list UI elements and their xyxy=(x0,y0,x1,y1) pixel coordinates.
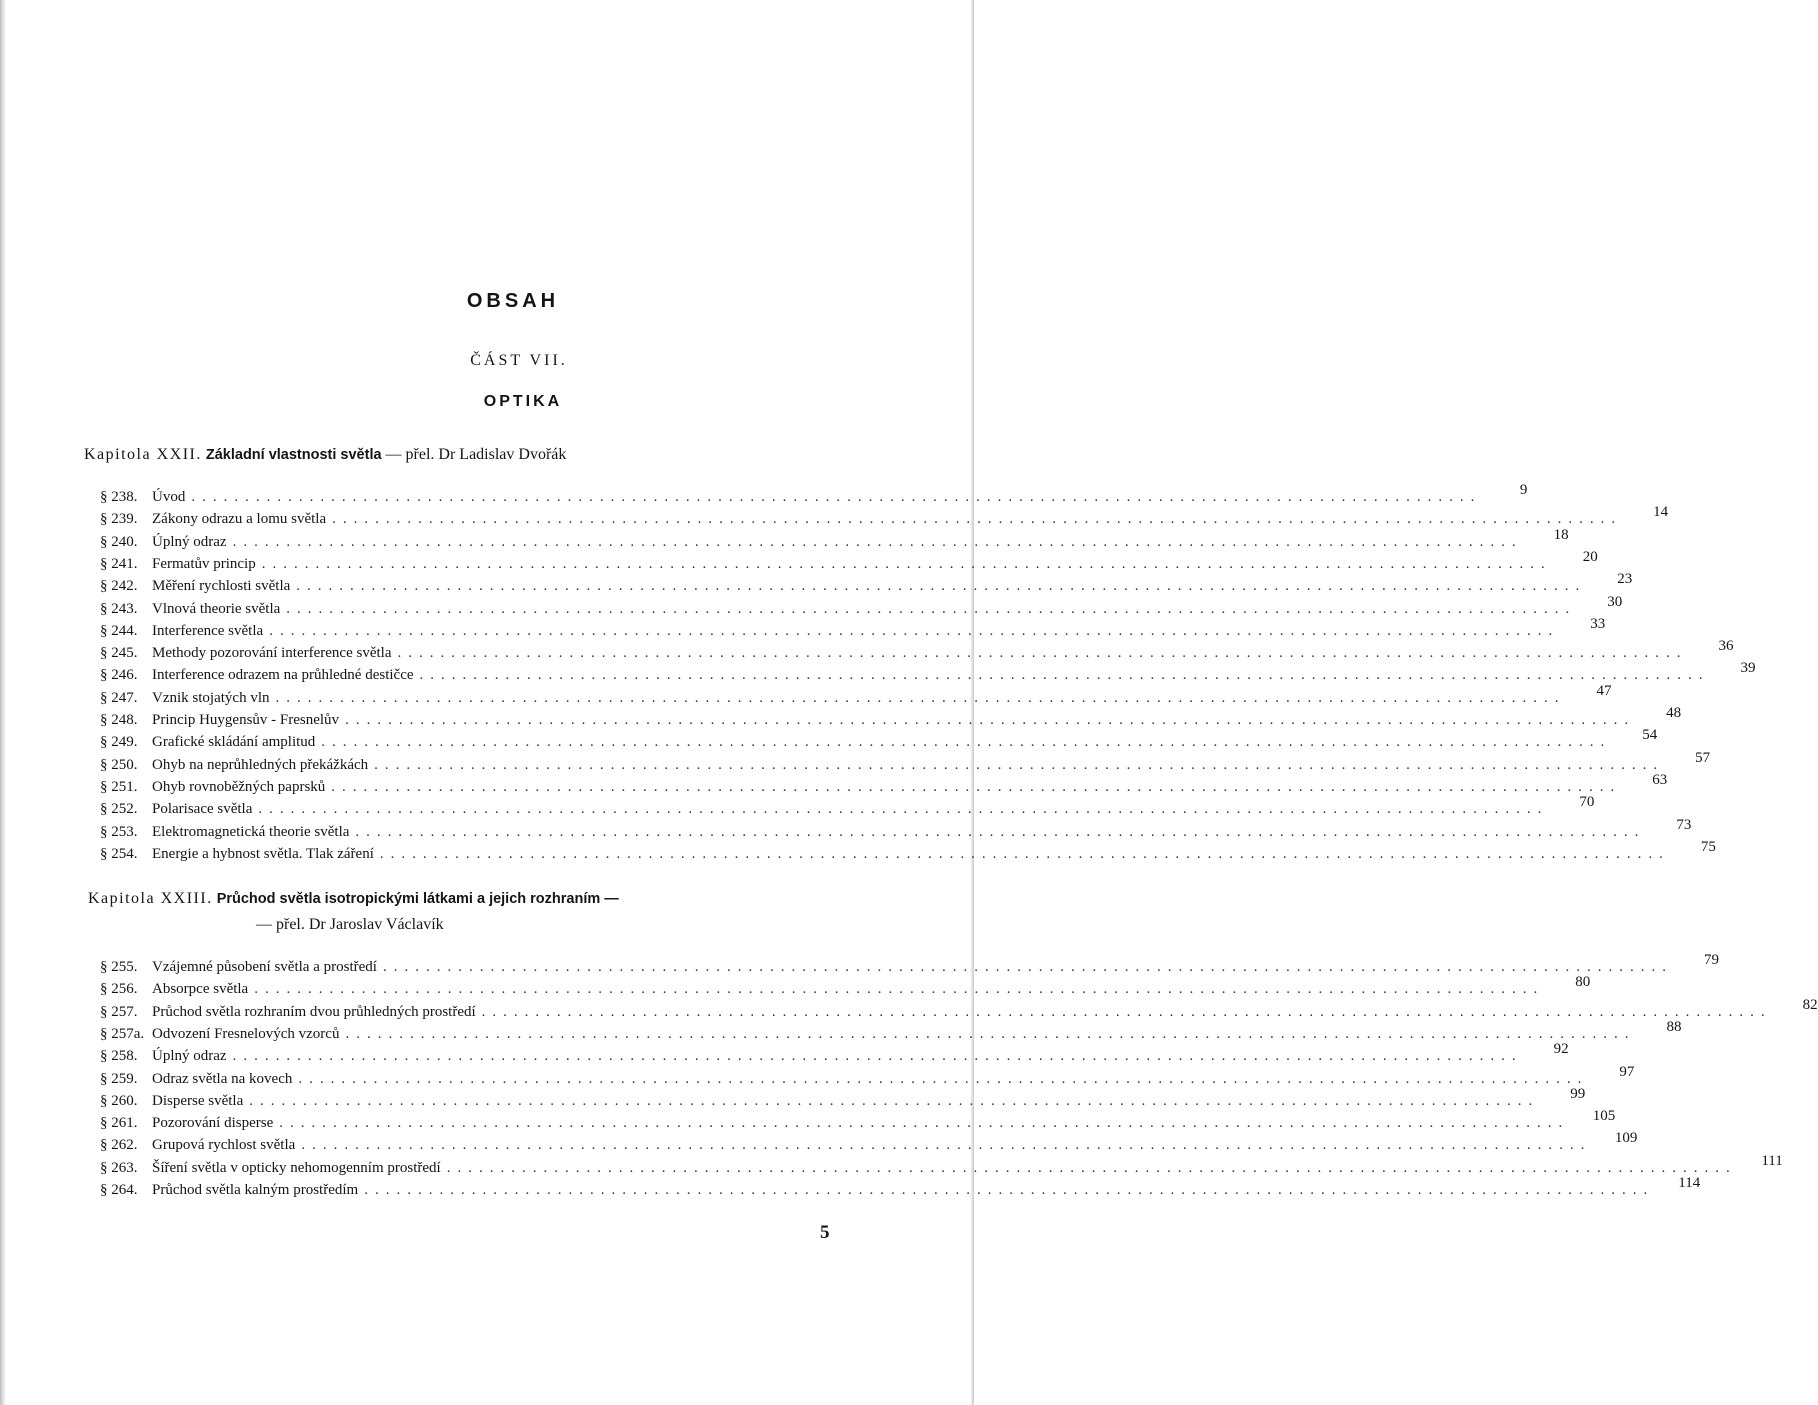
section-title: Elektromagnetická theorie světla xyxy=(152,823,350,840)
page-ref: 75 xyxy=(1700,838,1716,855)
toc-entry xyxy=(100,593,1623,618)
page-number: 5 xyxy=(820,1222,830,1243)
dot-leader: ........................................................................................................................ xyxy=(446,1159,1737,1176)
page-ref: 92 xyxy=(1553,1041,1569,1058)
page-ref: 30 xyxy=(1607,593,1623,610)
toc-entry xyxy=(100,727,1658,751)
toc-entry xyxy=(100,838,1716,863)
section-number: § 249. xyxy=(100,734,138,751)
page-ref: 47 xyxy=(1596,682,1612,699)
section-title: Úplný odraz xyxy=(152,533,227,550)
chapter-title: Základní vlastnosti světla xyxy=(205,447,382,463)
chapter-heading-xxiii xyxy=(88,890,619,908)
toc-entry xyxy=(100,482,1528,506)
section-title: Disperse světla xyxy=(152,1092,244,1109)
chapter-label: Kapitola XXIII. xyxy=(88,890,213,907)
section-number: § 259. xyxy=(100,1070,138,1087)
dot-leader: ........................................................................................................................ xyxy=(258,801,1549,818)
section-number: § 246. xyxy=(100,667,138,684)
section-title: Šíření světla v opticky nehomogenním prostředí xyxy=(152,1159,441,1176)
toc-entry xyxy=(100,1175,1701,1199)
section-title: Odraz světla na kovech xyxy=(152,1070,293,1087)
toc-entry xyxy=(100,996,1818,1021)
toc-entry xyxy=(100,794,1595,818)
toc-entry xyxy=(100,548,1598,573)
section-title: Polarisace světla xyxy=(152,801,253,818)
dot-leader: ........................................................................................................................ xyxy=(397,645,1688,662)
page-ref: 33 xyxy=(1590,615,1606,632)
section-number: § 260. xyxy=(100,1092,138,1109)
section-title: Pozorování disperse xyxy=(152,1115,274,1132)
dot-leader: ........................................................................................................................ xyxy=(419,667,1710,684)
dot-leader: ........................................................................................................................ xyxy=(364,1182,1655,1198)
toc-entry xyxy=(100,1063,1635,1088)
page-ref: 70 xyxy=(1579,794,1595,811)
chapter-heading-xxii xyxy=(84,446,566,464)
section-number: § 251. xyxy=(100,778,138,795)
section-number: § 257a. xyxy=(100,1025,145,1042)
chapter-title: Průchod světla isotropickými látkami a jejich rozhraním — xyxy=(216,891,619,907)
section-number: § 244. xyxy=(100,622,138,639)
page-ref: 109 xyxy=(1614,1130,1638,1147)
section-title: Ohyb na neprůhledných překážkách xyxy=(152,756,369,773)
toc-entry xyxy=(100,705,1682,729)
toc-entry xyxy=(100,1085,1586,1110)
scan-edge-left xyxy=(0,0,6,1405)
section-number: § 261. xyxy=(100,1115,138,1132)
page-ref: 9 xyxy=(1519,482,1528,498)
page-ref: 20 xyxy=(1582,548,1598,565)
page-ref: 54 xyxy=(1642,727,1658,744)
section-number: § 254. xyxy=(100,845,138,862)
page-ref: 97 xyxy=(1619,1063,1635,1080)
toc-entry xyxy=(100,816,1692,841)
dot-leader: ........................................................................................................................ xyxy=(232,533,1523,550)
toc-entry xyxy=(100,1108,1616,1132)
section-title: Methody pozorování interference světla xyxy=(152,645,392,662)
section-title: Ohyb rovnoběžných paprsků xyxy=(152,778,326,795)
part-heading: ČÁST VII. xyxy=(470,352,568,369)
section-number: § 240. xyxy=(100,533,138,550)
toc-entry xyxy=(100,682,1612,707)
section-title: Princip Huygensův - Fresnelův xyxy=(152,712,340,728)
dot-leader: ........................................................................................................................ xyxy=(269,622,1560,639)
dot-leader: ........................................................................................................................ xyxy=(345,1025,1636,1042)
chapter-translator: — přel. Dr Jaroslav Václavík xyxy=(256,916,444,933)
section-title: Průchod světla kalným prostředím xyxy=(152,1182,359,1198)
page-ref: 63 xyxy=(1652,771,1668,788)
toc-entry xyxy=(100,615,1606,640)
section-title: Odvození Fresnelových vzorců xyxy=(152,1025,340,1042)
section-title: Úvod xyxy=(152,489,186,505)
dot-leader: ........................................................................................................................ xyxy=(261,555,1552,572)
section-title: Grafické skládání amplitud xyxy=(152,734,316,751)
section-title: Interference odrazem na průhledné destičce xyxy=(152,667,414,684)
section-title: Energie a hybnost světla. Tlak záření xyxy=(152,845,374,862)
section-title: Vlnová theorie světla xyxy=(152,600,281,617)
dot-leader: ........................................................................................................................ xyxy=(249,1092,1540,1109)
section-number: § 253. xyxy=(100,823,138,840)
page-ref: 111 xyxy=(1761,1152,1783,1169)
section-title: Grupová rychlost světla xyxy=(152,1137,296,1154)
section-title: Interference světla xyxy=(152,622,264,639)
dot-leader: ........................................................................................................................ xyxy=(331,778,1622,795)
toc-entry xyxy=(100,504,1669,528)
section-number: § 257. xyxy=(100,1003,138,1020)
section-number: § 258. xyxy=(100,1048,138,1065)
chapter-translator: — přel. Dr Ladislav Dvořák xyxy=(385,446,567,463)
section-number: § 256. xyxy=(100,981,138,998)
page-ref: 88 xyxy=(1666,1018,1682,1035)
toc-entry xyxy=(100,660,1756,684)
dot-leader: ........................................................................................................................ xyxy=(382,959,1673,975)
dot-leader: ........................................................................................................................ xyxy=(374,756,1665,773)
page-ref: 114 xyxy=(1678,1175,1701,1191)
page-ref: 39 xyxy=(1740,660,1756,677)
section-number: § 238. xyxy=(100,489,138,505)
toc-entry xyxy=(100,952,1719,976)
section-number: § 263. xyxy=(100,1159,138,1176)
dot-leader: ........................................................................................................................ xyxy=(275,689,1566,706)
section-title: Průchod světla rozhraním dvou průhledných prostředí xyxy=(152,1003,476,1020)
section-title: Úplný odraz xyxy=(152,1048,227,1065)
page-ref: 80 xyxy=(1575,974,1591,991)
dot-leader: ........................................................................................................................ xyxy=(332,511,1623,528)
dot-leader: ........................................................................................................................ xyxy=(298,1070,1589,1087)
page-ref: 79 xyxy=(1703,952,1719,968)
page-ref: 73 xyxy=(1676,816,1692,833)
section-number: § 239. xyxy=(100,511,138,528)
toc-entry xyxy=(100,974,1591,998)
dot-leader: ........................................................................................................................ xyxy=(379,845,1670,862)
page-ref: 23 xyxy=(1617,571,1633,588)
page-ref: 105 xyxy=(1592,1108,1616,1125)
section-title: Fermatův princip xyxy=(152,555,256,572)
dot-leader: ........................................................................................................................ xyxy=(232,1048,1523,1065)
dot-leader: ........................................................................................................................ xyxy=(286,600,1577,617)
page-ref: 14 xyxy=(1653,504,1669,521)
section-number: § 255. xyxy=(100,959,138,975)
section-title: Vzájemné působení světla a prostředí xyxy=(152,959,377,975)
page-ref: 18 xyxy=(1553,526,1569,543)
toc-entry xyxy=(100,1152,1783,1177)
page-ref: 36 xyxy=(1718,638,1734,655)
section-number: § 264. xyxy=(100,1182,138,1198)
dot-leader: ........................................................................................................................ xyxy=(279,1115,1570,1132)
page-ref: 48 xyxy=(1666,705,1682,721)
page-ref: 57 xyxy=(1695,749,1711,766)
section-number: § 245. xyxy=(100,645,138,662)
toc-entry xyxy=(100,771,1668,796)
dot-leader: ........................................................................................................................ xyxy=(321,734,1612,751)
chapter-label: Kapitola XXII. xyxy=(84,446,202,463)
section-number: § 241. xyxy=(100,555,138,572)
dot-leader: ........................................................................................................................ xyxy=(296,578,1587,595)
dot-leader: ........................................................................................................................ xyxy=(301,1137,1592,1154)
toc-entry xyxy=(100,526,1569,551)
section-number: § 247. xyxy=(100,689,138,706)
section-number: § 262. xyxy=(100,1137,138,1154)
page-ref: 99 xyxy=(1570,1085,1586,1102)
section-number: § 243. xyxy=(100,600,138,617)
section-title: Absorpce světla xyxy=(152,981,249,998)
section-title: Zákony odrazu a lomu světla xyxy=(152,511,327,528)
dot-leader: ........................................................................................................................ xyxy=(345,712,1636,728)
toc-entry xyxy=(100,1130,1638,1154)
dot-leader: ........................................................................................................................ xyxy=(191,489,1482,505)
toc-entry xyxy=(100,1018,1682,1043)
dot-leader: ........................................................................................................................ xyxy=(254,981,1545,998)
subject-heading: OPTIKA xyxy=(483,393,563,410)
contents-title: OBSAH xyxy=(466,290,560,312)
toc-entry xyxy=(100,571,1633,595)
section-number: § 252. xyxy=(100,801,138,818)
toc-entry xyxy=(100,638,1734,662)
dot-leader: ........................................................................................................................ xyxy=(481,1003,1772,1020)
dot-leader: ........................................................................................................................ xyxy=(355,823,1646,840)
page-ref: 82 xyxy=(1802,996,1818,1013)
section-title: Vznik stojatých vln xyxy=(152,689,270,706)
section-number: § 248. xyxy=(100,712,138,728)
toc-entry xyxy=(100,1041,1569,1065)
section-number: § 250. xyxy=(100,756,138,773)
toc-entry xyxy=(100,749,1711,774)
section-number: § 242. xyxy=(100,578,138,595)
section-title: Měření rychlosti světla xyxy=(152,578,291,595)
